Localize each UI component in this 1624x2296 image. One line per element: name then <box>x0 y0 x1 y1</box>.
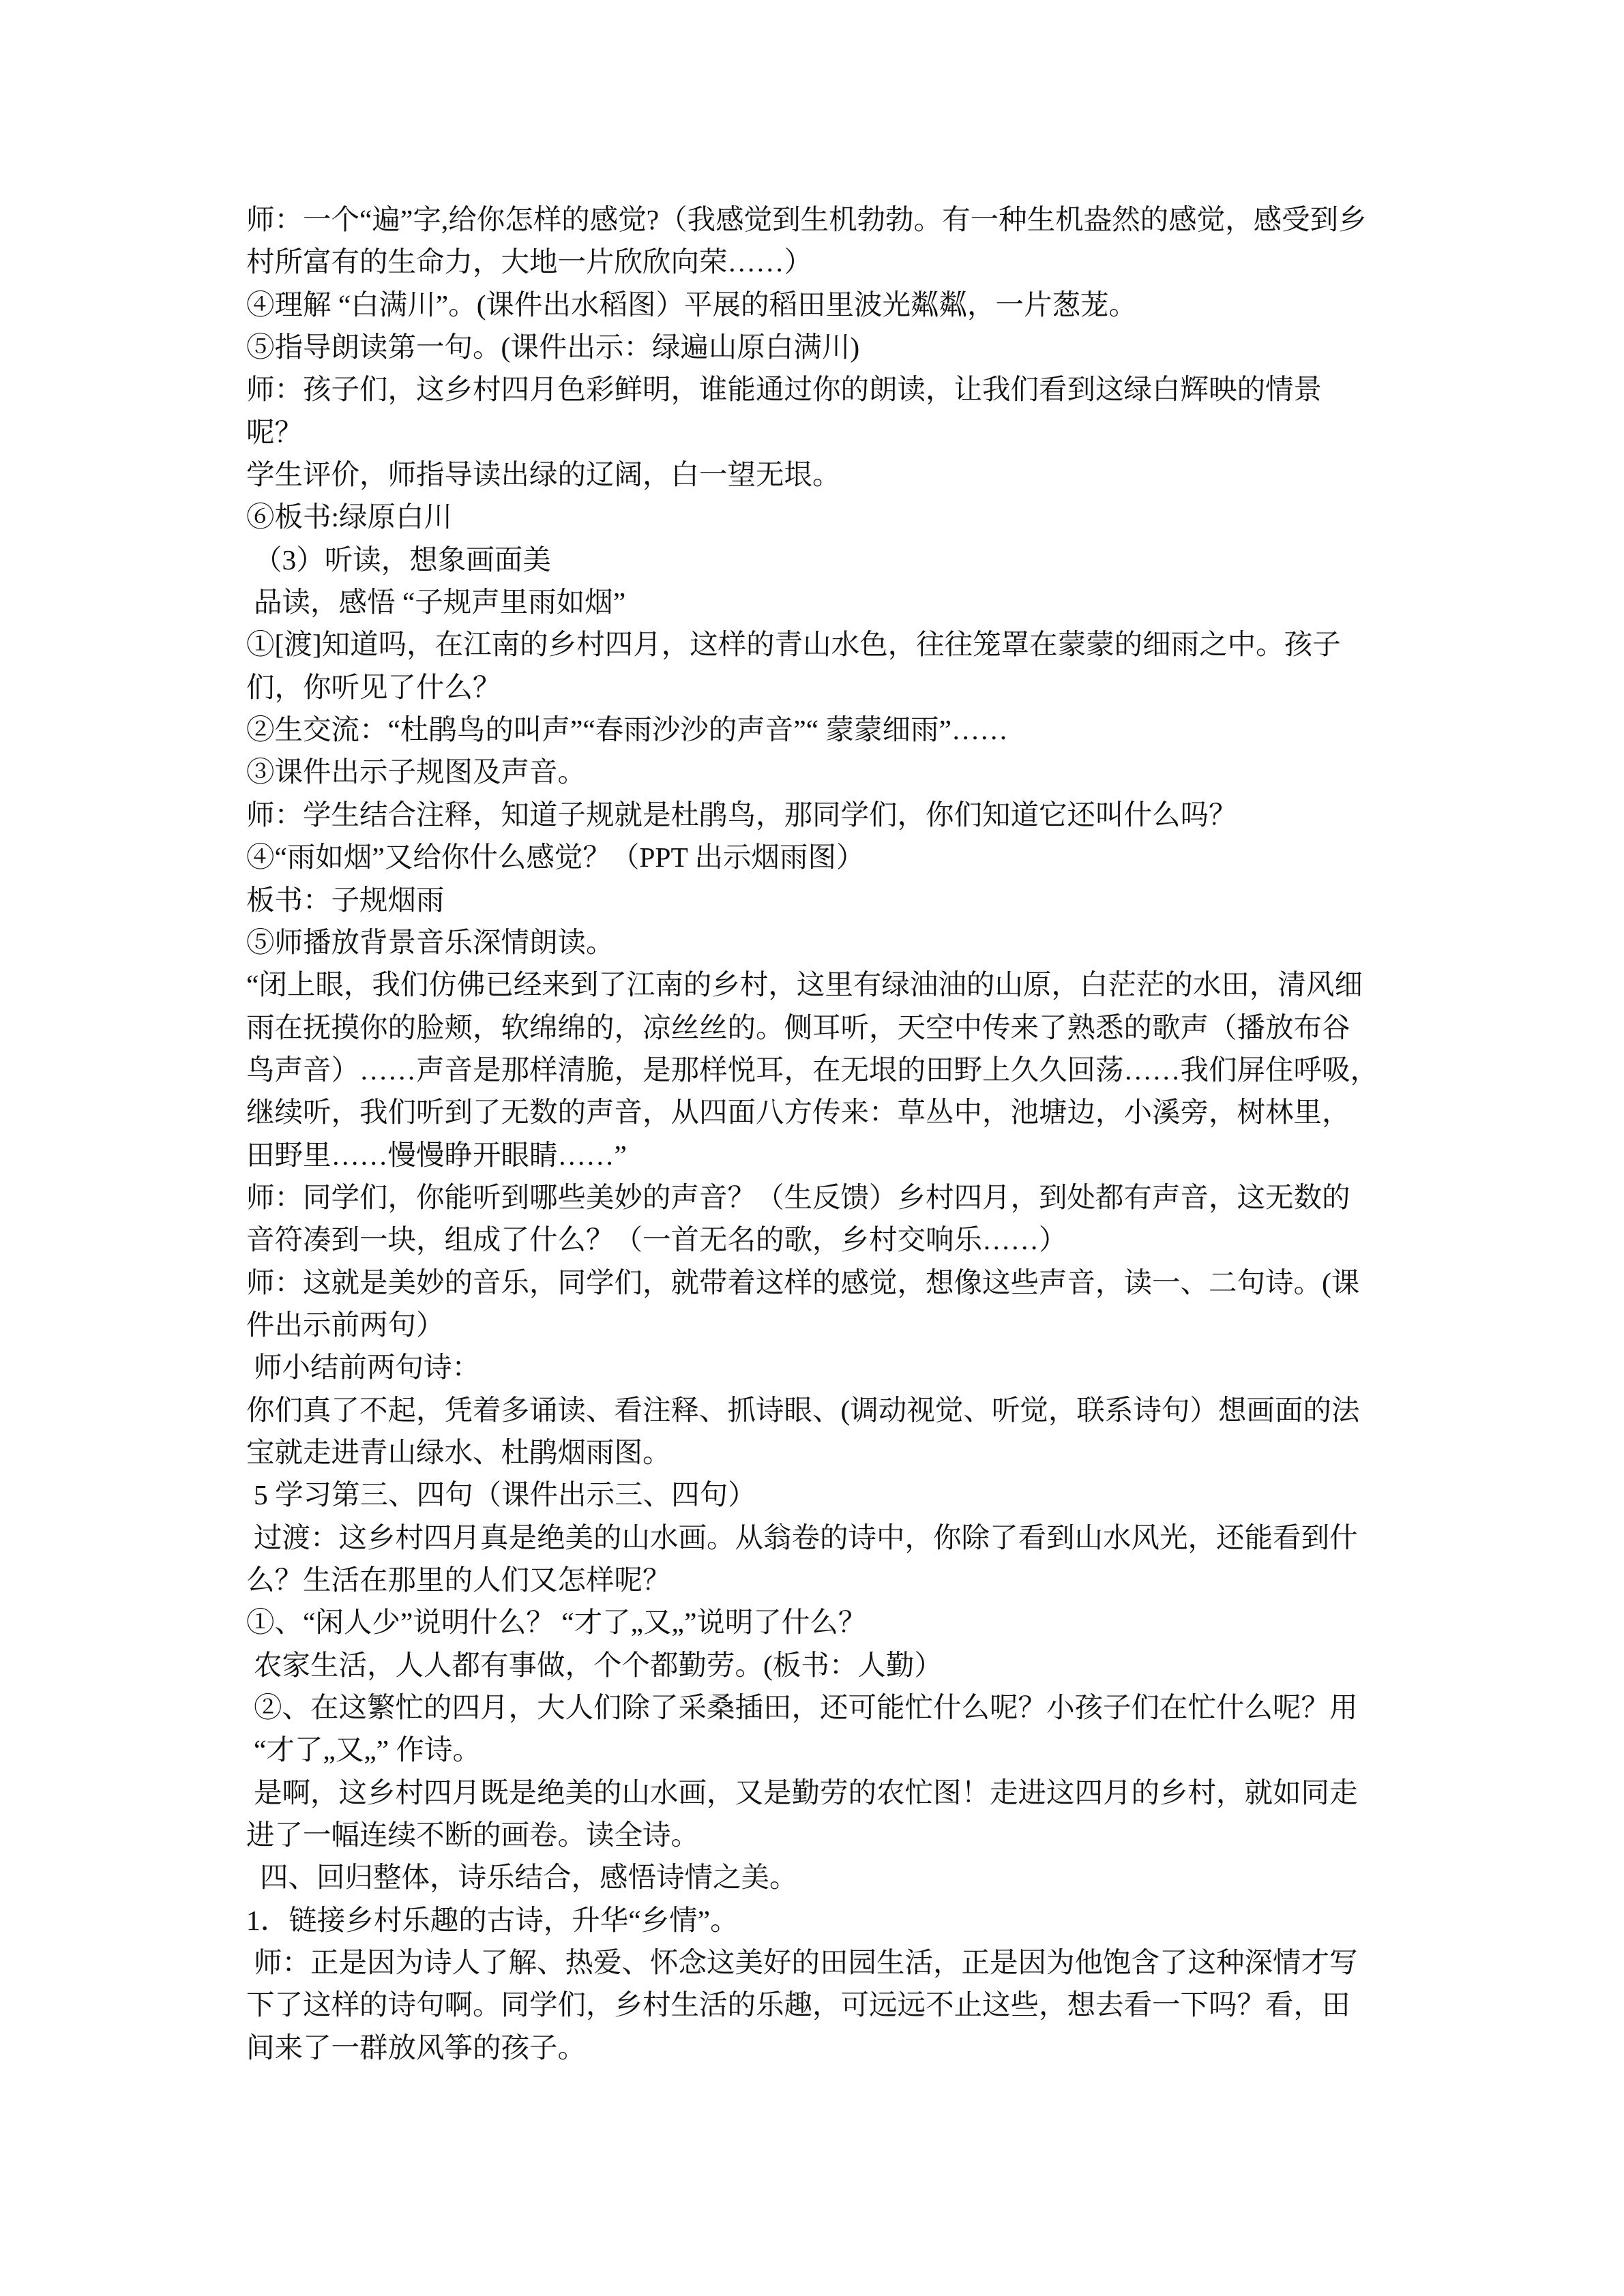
text-line: 师：同学们，你能听到哪些美妙的声音？（生反馈）乡村四月，到处都有声音，这无数的 <box>246 1181 1350 1213</box>
text-line: ④理解 “白满川”。(课件出水稻图）平展的稻田里波光粼粼，一片葱茏。 <box>246 288 1138 320</box>
section-heading: 四、回归整体，诗乐结合，感悟诗情之美。 <box>260 1862 798 1894</box>
text-line: ②、在这繁忙的四月，大人们除了采桑插田，还可能忙什么呢？小孩子们在忙什么呢？用 <box>254 1692 1358 1724</box>
document-body <box>246 198 1419 2069</box>
text-line: 师：一个“遍”字,给你怎样的感觉?（我感觉到生机勃勃。有一种生机盎然的感觉，感受到乡 <box>246 204 1367 235</box>
text-line: 学生评价，师指导读出绿的辽阔，白一望无垠。 <box>246 459 841 491</box>
text-line: 继续听，我们听到了无数的声音，从四面八方传来：草丛中，池塘边，小溪旁，树林里， <box>246 1097 1350 1129</box>
text-line: ④“雨如烟”又给你什么感觉？（PPT 出示烟雨图） <box>246 841 865 874</box>
text-line: 呢？ <box>246 416 304 448</box>
text-line: 么？生活在那里的人们又怎样呢？ <box>246 1564 671 1596</box>
text-line: ③课件出示子规图及声音。 <box>246 756 587 788</box>
section-heading: 5 学习第三、四句（课件出示三、四句） <box>254 1479 756 1511</box>
text-line: 田野里……慢慢睁开眼睛……” <box>246 1139 627 1171</box>
text-line: 雨在抚摸你的脸颊，软绵绵的，凉丝丝的。侧耳听，天空中传来了熟悉的歌声（播放布谷 <box>246 1011 1350 1043</box>
text-line: 品读，感悟 “子规声里雨如烟” <box>254 586 626 618</box>
text-line: 下了这样的诗句啊。同学们，乡村生活的乐趣，可远远不止这些，想去看一下吗？看，田 <box>246 1989 1350 2021</box>
text-line: ②生交流：“杜鹃鸟的叫声”“春雨沙沙的声音”“ 蒙蒙细雨”…… <box>246 714 1008 746</box>
text-line: 件出示前两句） <box>246 1309 445 1341</box>
text-line: 过渡：这乡村四月真是绝美的山水画。从翁卷的诗中，你除了看到山水风光，还能看到什 <box>254 1521 1358 1553</box>
text-line: 师小结前两句诗： <box>254 1352 481 1384</box>
text-line: ⑤师播放背景音乐深情朗读。 <box>246 926 615 958</box>
text-line: ①、“闲人少”说明什么？ “才了„又„”说明了什么？ <box>246 1607 867 1639</box>
text-line: 1．链接乡村乐趣的古诗，升华“乡情”。 <box>246 1904 739 1936</box>
text-line: ①[渡]知道吗，在江南的乡村四月，这样的青山水色，往往笼罩在蒙蒙的细雨之中。孩子 <box>246 629 1341 661</box>
text-line: 们，你听见了什么？ <box>246 671 501 703</box>
text-line: “才了„又„” 作诗。 <box>254 1734 482 1766</box>
text-line: 村所富有的生命力，大地一片欣欣向荣……） <box>246 246 813 278</box>
text-line: 宝就走进青山绿水、杜鹃烟雨图。 <box>246 1436 671 1468</box>
text-line: “闭上眼，我们仿佛已经来到了江南的乡村，这里有绿油油的山原，白茫茫的水田，清风细 <box>246 969 1363 1001</box>
text-line: 板书：子规烟雨 <box>246 884 445 916</box>
section-heading: （3）听读，想象画面美 <box>254 543 551 576</box>
text-line: 师：正是因为诗人了解、热爱、怀念这美好的田园生活，正是因为他饱含了这种深情才写 <box>254 1947 1358 1979</box>
text-line: ⑤指导朗读第一句。(课件出示：绿遍山原白满川) <box>246 331 860 363</box>
text-line: 农家生活，人人都有事做，个个都勤劳。(板书：人勤） <box>254 1649 943 1681</box>
text-line: 你们真了不起，凭着多诵读、看注释、抓诗眼、(调动视觉、听觉，联系诗句）想画面的法 <box>246 1394 1360 1426</box>
text-line: 鸟声音）……声音是那样清脆，是那样悦耳，在无垠的田野上久久回荡……我们屏住呼吸， <box>246 1054 1379 1086</box>
text-line: 是啊，这乡村四月既是绝美的山水画，又是勤劳的农忙图！走进这四月的乡村，就如同走 <box>254 1776 1358 1808</box>
text-line: 师：学生结合注释，知道子规就是杜鹃鸟，那同学们，你们知道它还叫什么吗？ <box>246 799 1237 831</box>
text-line: 音符凑到一块，组成了什么？（一首无名的歌，乡村交响乐……） <box>246 1224 1067 1256</box>
text-line: 间来了一群放风筝的孩子。 <box>246 2031 587 2063</box>
text-line: 进了一幅连续不断的画卷。读全诗。 <box>246 1819 700 1851</box>
text-line: ⑥板书:绿原白川 <box>246 501 453 533</box>
text-line: 师：这就是美妙的音乐，同学们，就带着这样的感觉，想像这些声音，读一、二句诗。(课 <box>246 1266 1360 1298</box>
text-line: 师：孩子们，这乡村四月色彩鲜明，谁能通过你的朗读，让我们看到这绿白辉映的情景 <box>246 374 1323 406</box>
